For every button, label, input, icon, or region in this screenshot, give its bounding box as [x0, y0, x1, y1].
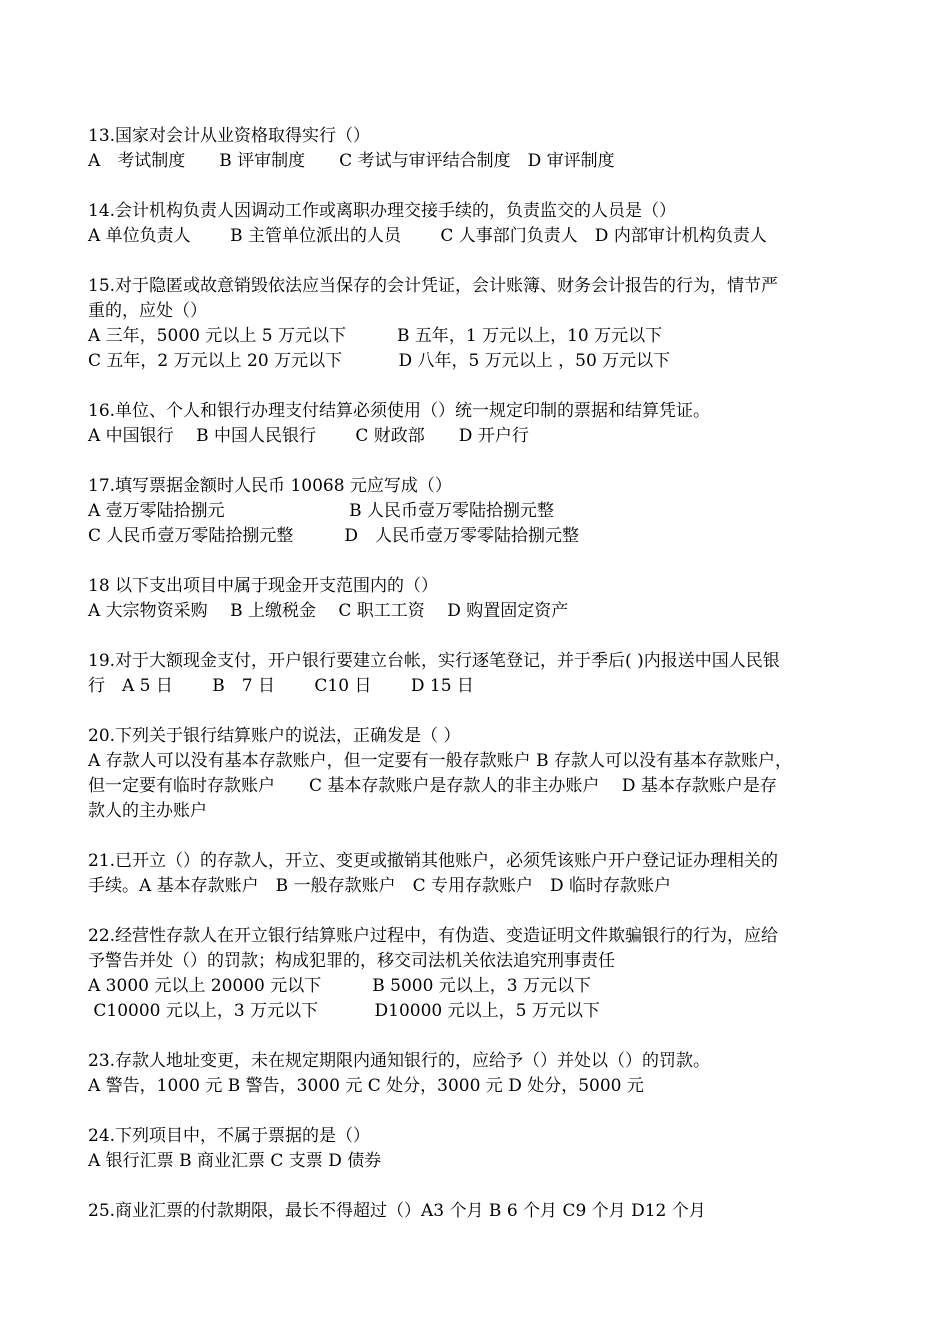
question-text: 予警告并处（）的罚款；构成犯罪的，移交司法机关依法追究刑事责任	[88, 951, 615, 971]
answer-options: A 3000 元以上 20000 元以下 B 5000 元以上，3 万元以下	[88, 976, 592, 996]
answer-options: A 中国银行 B 中国人民银行 C 财政部 D 开户行	[88, 426, 529, 446]
question-19	[88, 649, 890, 699]
question-23	[88, 1049, 890, 1099]
question-text: 14.会计机构负责人因调动工作或离职办理交接手续的，负责监交的人员是（）	[88, 201, 677, 221]
question-text: 18 以下支出项目中属于现金开支范围内的（）	[88, 576, 439, 596]
question-text: 重的，应处（）	[88, 301, 207, 321]
answer-options: A 银行汇票 B 商业汇票 C 支票 D 债券	[88, 1151, 382, 1171]
question-text: 25.商业汇票的付款期限，最长不得超过（）A3 个月 B 6 个月 C9 个月 D12 个月	[88, 1201, 706, 1221]
question-text: 16.单位、个人和银行办理支付结算必须使用（）统一规定印制的票据和结算凭证。	[88, 401, 711, 421]
question-text: 23.存款人地址变更，未在规定期限内通知银行的，应给予（）并处以（）的罚款。	[88, 1051, 711, 1071]
answer-options: A 大宗物资采购 B 上缴税金 C 职工工资 D 购置固定资产	[88, 601, 569, 621]
question-text: 17.填写票据金额时人民币 10068 元应写成（）	[88, 476, 452, 496]
question-13	[88, 124, 890, 174]
question-25	[88, 1199, 890, 1224]
answer-options: 款人的主办账户	[88, 801, 207, 821]
question-22	[88, 924, 890, 1024]
question-24	[88, 1124, 890, 1174]
question-text: 21.已开立（）的存款人，开立、变更或撤销其他账户，必须凭该账户开户登记证办理相关的	[88, 851, 779, 871]
question-16	[88, 399, 890, 449]
question-17	[88, 474, 890, 549]
answer-options: A 壹万零陆拾捌元 B 人民币壹万零陆拾捌元整	[88, 501, 554, 521]
answer-options: A 警告，1000 元 B 警告，3000 元 C 处分，3000 元 D 处分，5000 元	[88, 1076, 644, 1096]
question-18	[88, 574, 890, 624]
answer-options: C 五年，2 万元以上 20 万元以下 D 八年，5 万元以上 ，50 万元以下	[88, 351, 671, 371]
question-text: 19.对于大额现金支付，开户银行要建立台帐，实行逐笔登记，并于季后( )内报送中国人民银	[88, 651, 780, 671]
question-text: 20.下列关于银行结算账户的说法，正确发是（ ）	[88, 726, 461, 746]
question-text: 24.下列项目中，不属于票据的是（）	[88, 1126, 371, 1146]
answer-options: 行 A 5 日 B 7 日 C10 日 D 15 日	[88, 676, 474, 696]
answer-options: 手续。A 基本存款账户 B 一般存款账户 C 专用存款账户 D 临时存款账户	[88, 876, 672, 896]
answer-options: A 考试制度 B 评审制度 C 考试与审评结合制度 D 审评制度	[88, 151, 615, 171]
question-text: 22.经营性存款人在开立银行结算账户过程中，有伪造、变造证明文件欺骗银行的行为，应给	[88, 926, 779, 946]
answer-options: C 人民币壹万零陆拾捌元整 D 人民币壹万零零陆拾捌元整	[88, 526, 580, 546]
question-text: 15.对于隐匿或故意销毁依法应当保存的会计凭证，会计账簿、财务会计报告的行为，情节严	[88, 276, 779, 296]
question-21	[88, 849, 890, 899]
answer-options: C10000 元以上，3 万元以下 D10000 元以上，5 万元以下	[88, 1001, 600, 1021]
question-15	[88, 274, 890, 374]
answer-options: A 存款人可以没有基本存款账户，但一定要有一般存款账户 B 存款人可以没有基本存款账户，	[88, 751, 792, 771]
question-20	[88, 724, 890, 824]
question-text: 13.国家对会计从业资格取得实行（）	[88, 126, 371, 146]
question-14	[88, 199, 890, 249]
answer-options: A 三年，5000 元以上 5 万元以下 B 五年，1 万元以上，10 万元以下	[88, 326, 663, 346]
answer-options: A 单位负责人 B 主管单位派出的人员 C 人事部门负责人 D 内部审计机构负责人	[88, 226, 767, 246]
answer-options: 但一定要有临时存款账户 C 基本存款账户是存款人的非主办账户 D 基本存款账户是存	[88, 776, 777, 796]
